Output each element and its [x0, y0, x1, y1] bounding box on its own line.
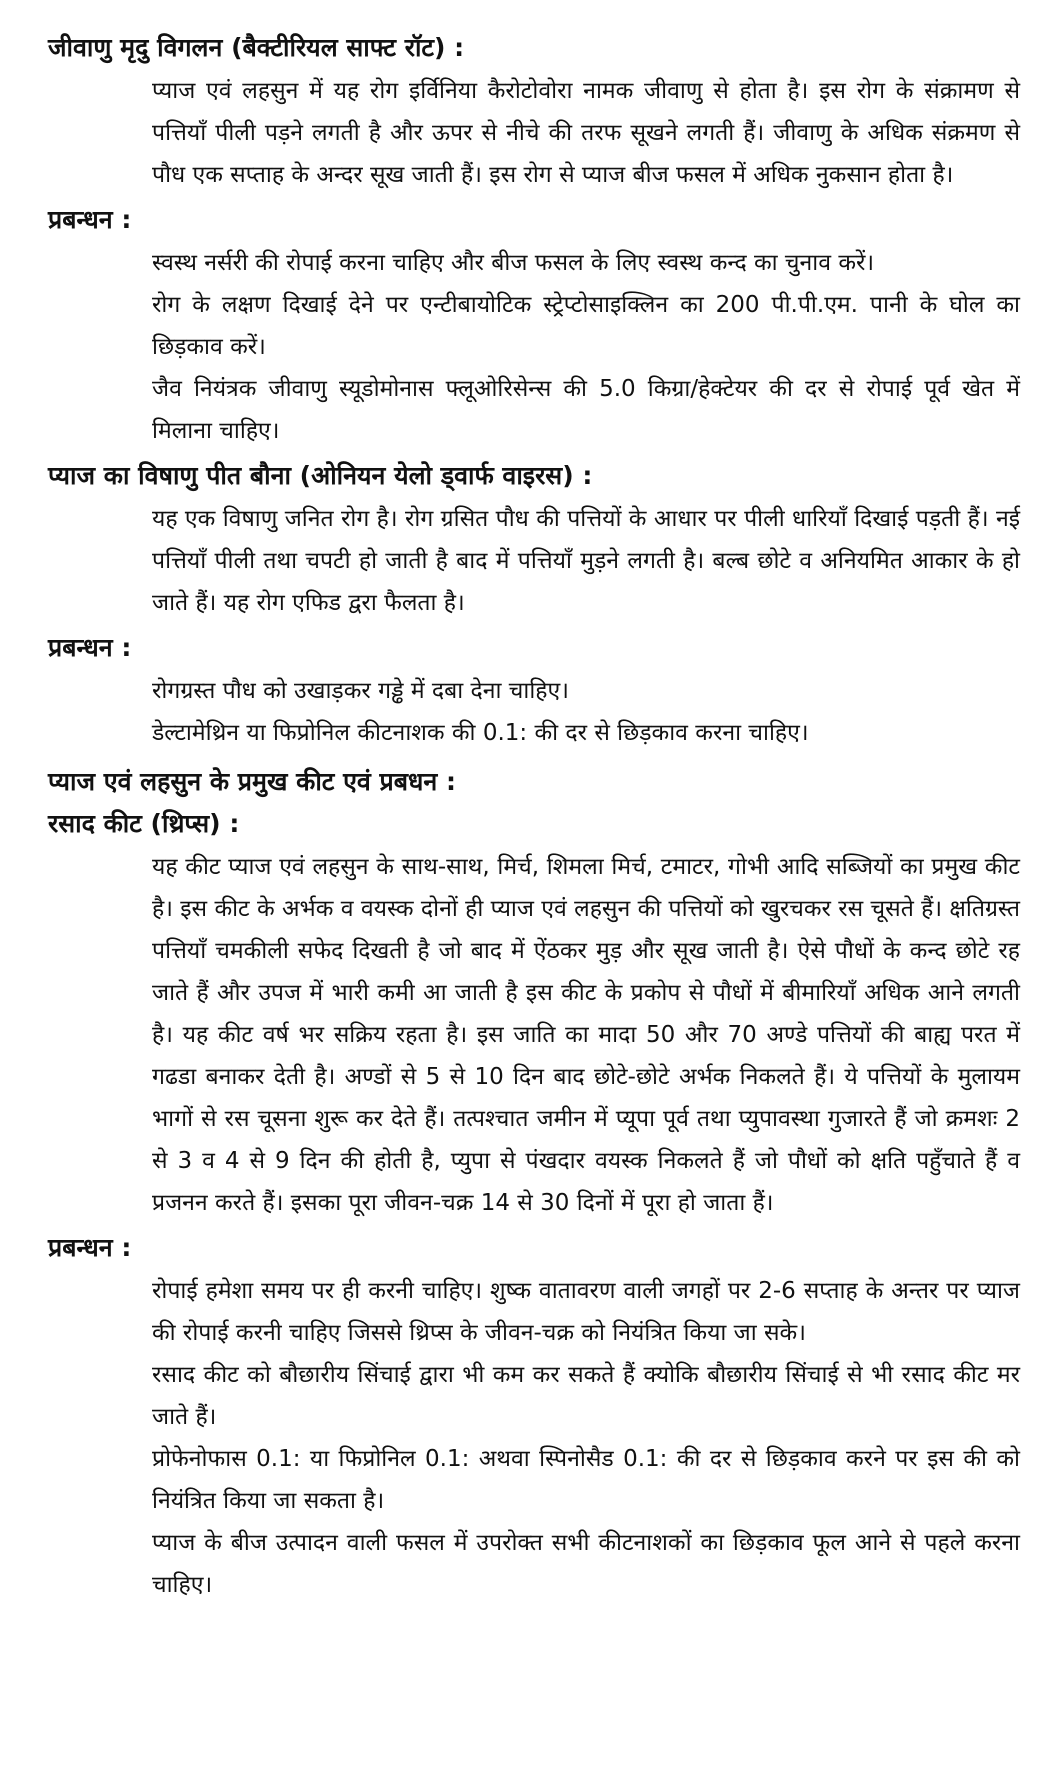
paragraph: डेल्टामेथ्रिन या फिप्रोनिल कीटनाशक की 0.1: की दर से छिड़काव करना चाहिए।	[152, 720, 809, 746]
paragraph: रसाद कीट को बौछारीय सिंचाई द्वारा भी कम कर सकते हैं क्योकि बौछारीय सिंचाई से भी रसाद कीट मर जाते हैं।	[152, 1362, 1020, 1430]
section-heading-management-1: प्रबन्धन :	[48, 205, 132, 234]
section-body-onion-yellow-dwarf	[152, 498, 1020, 624]
section-body-management-2	[152, 670, 1020, 754]
section-heading-onion-yellow-dwarf: प्याज का विषाणु पीत बौना (ओनियन येलो ड्वार्फ वाइरस) :	[48, 461, 593, 490]
section-heading-bacterial-soft-rot: जीवाणु मृदु विगलन (बैक्टीरियल साफ्ट रॉट) :	[48, 33, 465, 62]
section-heading-management-2: प्रबन्धन :	[48, 633, 132, 662]
paragraph: प्याज एवं लहसुन में यह रोग इर्विनिया कैरोटोवोरा नामक जीवाणु से होता है। इस रोग के संक्रामण से पत्तियाँ पीली पड़ने लगती है और ऊपर से नीचे की तरफ सूखने लगती हैं। जीवाणु के अधिक संक्रमण से पौध एक सप्ताह के अन्दर सूख जाती हैं। इस रोग से प्याज बीज फसल में अधिक नुकसान होता है।	[152, 78, 1020, 188]
section-body-management-3	[152, 1270, 1020, 1606]
paragraph: जैव नियंत्रक जीवाणु स्यूडोमोनास फ्लूओरिसेन्स की 5.0 किग्रा/हेक्टेयर की दर से रोपाई पूर्व खेत में मिलाना चाहिए।	[152, 376, 1020, 444]
section-heading-thrips: रसाद कीट (थ्रिप्स) :	[48, 809, 240, 838]
section-body-thrips	[152, 846, 1020, 1224]
paragraph: रोपाई हमेशा समय पर ही करनी चाहिए। शुष्क वातावरण वाली जगहों पर 2-6 सप्ताह के अन्तर पर प्याज की रोपाई करनी चाहिए जिससे थ्रिप्स के जीवन-चक्र को नियंत्रित किया जा सके।	[152, 1278, 1020, 1346]
section-body-management-1	[152, 242, 1020, 452]
section-heading-major-pests: प्याज एवं लहसुन के प्रमुख कीट एवं प्रबधन :	[48, 767, 456, 796]
section-heading-management-3: प्रबन्धन :	[48, 1233, 132, 1262]
paragraph: प्रोफेनोफास 0.1: या फिप्रोनिल 0.1: अथवा स्पिनोसैड 0.1: की दर से छिड़काव करने पर इस की को नियंत्रित किया जा सकता है।	[152, 1446, 1020, 1514]
paragraph: रोग के लक्षण दिखाई देने पर एन्टीबायोटिक स्ट्रेप्टोसाइक्लिन का 200 पी.पी.एम. पानी के घोल का छिड़काव करें।	[152, 292, 1020, 360]
paragraph: स्वस्थ नर्सरी की रोपाई करना चाहिए और बीज फसल के लिए स्वस्थ कन्द का चुनाव करें।	[152, 250, 875, 276]
section-body-bacterial-soft-rot	[152, 70, 1020, 196]
paragraph: रोगग्रस्त पौध को उखाड़कर गड्ढे में दबा देना चाहिए।	[152, 678, 569, 704]
paragraph: प्याज के बीज उत्पादन वाली फसल में उपरोक्त सभी कीटनाशकों का छिड़काव फूल आने से पहले करना चाहिए।	[152, 1530, 1020, 1598]
paragraph: यह एक विषाणु जनित रोग है। रोग ग्रसित पौध की पत्तियों के आधार पर पीली धारियाँ दिखाई पड़ती हैं। नई पत्तियाँ पीली तथा चपटी हो जाती है बाद में पत्तियाँ मुड़ने लगती है। बल्ब छोटे व अनियमित आकार के हो जाते हैं। यह रोग एफिड द्वरा फैलता है।	[152, 506, 1020, 616]
paragraph: यह कीट प्याज एवं लहसुन के साथ-साथ, मिर्च, शिमला मिर्च, टमाटर, गोभी आदि सब्जियों का प्रमुख कीट है। इस कीट के अर्भक व वयस्क दोनों ही प्याज एवं लहसुन की पत्तियों को खुरचकर रस चूसते हैं। क्षतिग्रस्त पत्तियाँ चमकीली सफेद दिखती है जो बाद में ऐंठकर मुड़ और सूख जाती है। ऐसे पौधों के कन्द छोटे रह जाते हैं और उपज में भारी कमी आ जाती है इस कीट के प्रकोप से पौधों में बीमारियाँ अधिक आने लगती है। यह कीट वर्ष भर सक्रिय रहता है। इस जाति का मादा 50 और 70 अण्डे पत्तियों की बाह्य परत में गढडा बनाकर देती है। अण्डों से 5 से 10 दिन बाद छोटे-छोटे अर्भक निकलते हैं। ये पत्तियों के मुलायम भागों से रस चूसना शुरू कर देते हैं। तत्पश्चात जमीन में प्यूपा पूर्व तथा प्युपावस्था गुजारते हैं जो क्रमशः 2 से 3 व 4 से 9 दिन की होती है, प्युपा से पंखदार वयस्क निकलते हैं जो पौधों को क्षति पहुँचाते हैं व प्रजनन करते हैं। इसका पूरा जीवन-चक्र 14 से 30 दिनों में पूरा हो जाता हैं।	[152, 854, 1020, 1216]
